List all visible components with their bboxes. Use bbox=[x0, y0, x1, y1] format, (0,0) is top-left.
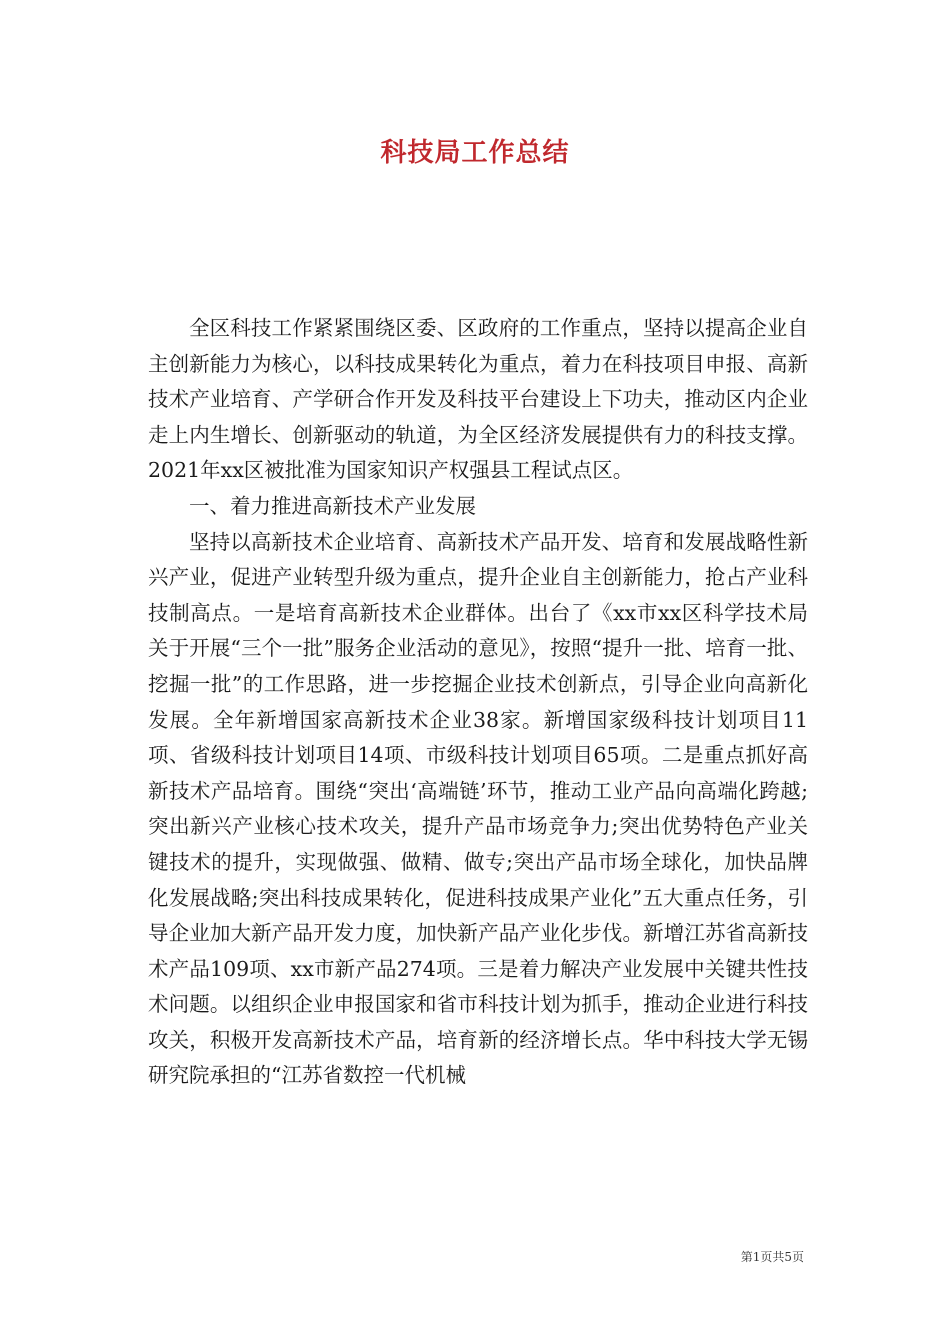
page-number: 第1页共5页 bbox=[740, 1250, 804, 1264]
intro-paragraph: 全区科技工作紧紧围绕区委、区政府的工作重点，坚持以提高企业自主创新能力为核心，以科技成果转化为重点，着力在科技项目申报、高新技术产业培育、产学研合作开发及科技平台建设上下功夫，推动区内企业走上内生增长、创新驱动的轨道，为全区经济发展提供有力的科技支撑。2021年xx区被批准为国家知识产权强县工程试点区。 bbox=[148, 316, 808, 483]
document-title: 科技局工作总结 bbox=[380, 138, 570, 168]
document-body bbox=[148, 311, 808, 1094]
section-heading: 一、着力推进高新技术产业发展 bbox=[189, 493, 476, 518]
section-paragraph: 坚持以高新技术企业培育、高新技术产品开发、培育和发展战略性新兴产业，促进产业转型升级为重点，提升企业自主创新能力，抢占产业科技制高点。一是培育高新技术企业群体。出台了《xx市xx区科学技术局关于开展“三个一批”服务企业活动的意见》，按照“提升一批、培育一批、挖掘一批”的工作思路，进一步挖掘企业技术创新点，引导企业向高新化发展。全年新增国家高新技术企业38家。新增国家级科技计划项目11项、省级科技计划项目14项、市级科技计划项目65项。二是重点抓好高新技术产品培育。围绕“突出‘高端链’环节，推动工业产品向高端化跨越;突出新兴产业核心技术攻关，提升产品市场竞争力;突出优势特色产业关键技术的提升，实现做强、做精、做专;突出产品市场全球化，加快品牌化发展战略;突出科技成果转化，促进科技成果产业化”五大重点任务，引导企业加大新产品开发力度，加快新产品产业化步伐。新增江苏省高新技术产品109项、xx市新产品274项。三是着力解决产业发展中关键共性技术问题。以组织企业申报国家和省市科技计划为抓手，推动企业进行科技攻关，积极开发高新技术产品，培育新的经济增长点。华中科技大学无锡研究院承担的“江苏省数控一代机械 bbox=[148, 529, 808, 1088]
